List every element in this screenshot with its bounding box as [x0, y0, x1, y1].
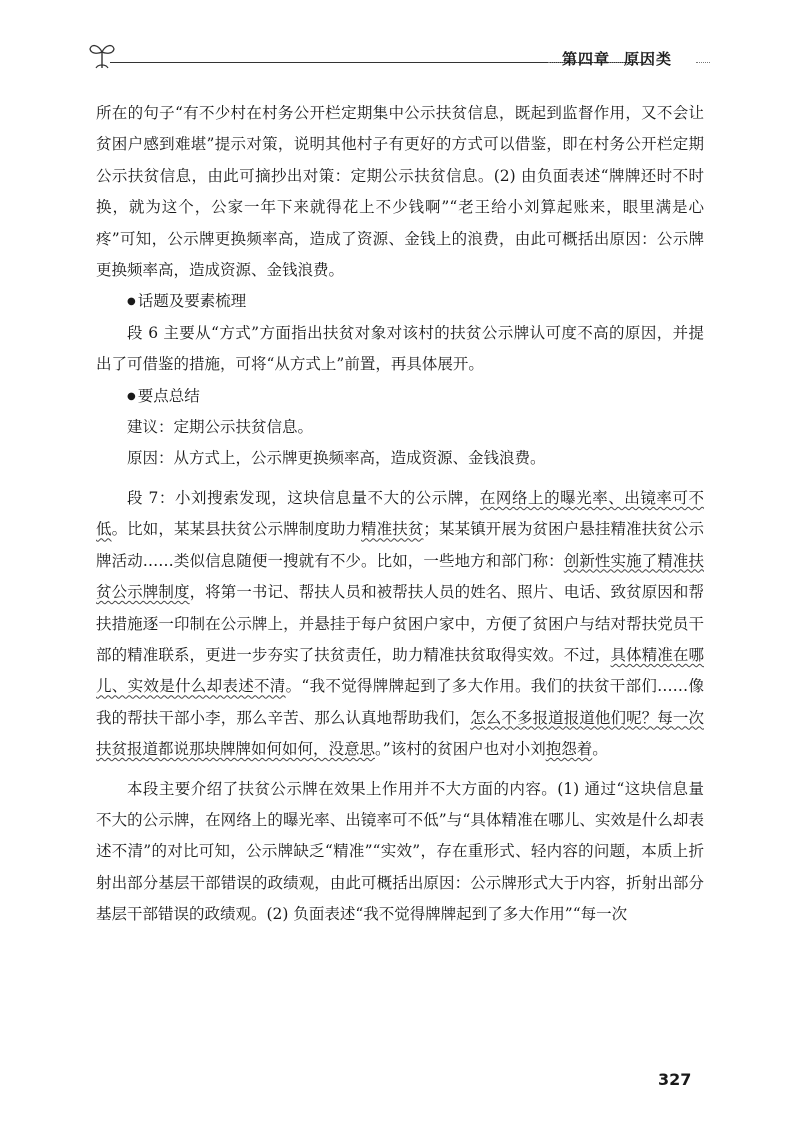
header-dotted-rule-right — [696, 62, 710, 63]
wavy-underline-text: 精准扶贫 — [361, 520, 424, 539]
section-title: 原因类 — [624, 50, 673, 68]
sprout-icon — [88, 40, 116, 70]
analysis-paragraph: 本段主要介绍了扶贫公示牌在效果上作用并不大方面的内容。(1) 通过“这块信息量不大的公示牌，在网络上的曝光率、出镜率可不低”与“具体精准在哪儿、实效是什么却表述不清”的对比可知，公示牌缺乏“精准”“实效”，存在重形式、轻内容的问题，本质上折射出部分基层干部错误的政绩观，由此可概括出原因：公示牌形式大于内容，折射出部分基层干部错误的政绩观。(2) 负面表述“我不觉得牌牌起到了多大作用”“每一次 — [96, 779, 704, 924]
excerpt-text: 。”该村的贫困户也对小刘 — [375, 740, 546, 759]
excerpt-text: 。 — [592, 740, 608, 759]
wavy-underline-text: 怎么不多报道报道他们呢？每一次扶贫报道都说那块牌牌如何如何，没意思 — [96, 708, 704, 759]
excerpt-text: 。比如，某某县扶贫公示牌制度助力 — [111, 520, 362, 539]
source-excerpt — [96, 483, 704, 766]
wavy-underline-text: 创新性实施了精准扶贫公示牌制度 — [96, 551, 704, 602]
wavy-underline-text: 在网络上的曝光率、出镜率可不低 — [96, 488, 704, 539]
summary-suggestion: 建议：定期公示扶贫信息。 — [127, 418, 314, 437]
page-number: 327 — [658, 1070, 692, 1089]
chapter-number: 第四章 — [562, 50, 611, 68]
paragraph: 所在的句子“有不少村在村务公开栏定期集中公示扶贫信息，既起到监督作用，又不会让贫困户感到难堪”提示对策，说明其他村子有更好的方式可以借鉴，即在村务公开栏定期公示扶贫信息，由此可摘抄出对策：定期公示扶贫信息。(2) 由负面表述“牌牌还时不时换，就为这个，公家一年下来就得花上不少钱啊”“老王给小刘算起账来，眼里满是心疼”可知，公示牌更换频率高，造成了资源、金钱上的浪费，由此可概括出原因：公示牌更换频率高，造成资源、金钱浪费。 — [96, 104, 704, 280]
excerpt-text: ；某某镇开展为贫困户悬挂精准扶贫公示牌活动……类似信息随便一搜就有不少。比如，一些地方和部门称： — [96, 520, 704, 570]
summary-reason: 原因：从方式上，公示牌更换频率高，造成资源、金钱浪费。 — [127, 449, 546, 468]
running-header — [88, 40, 710, 74]
page-body — [96, 98, 704, 931]
excerpt-text: ，将第一书记、帮扶人员和被帮扶人员的姓名、照片、电话、致贫原因和帮扶措施逐一印制在公示牌上，并悬挂于每户贫困户家中，方便了贫困户与结对帮扶党员干部的精准联系，更进一步夯实了扶贫责任，助力精准扶贫取得实效。不过， — [96, 583, 704, 664]
chapter-title — [562, 48, 702, 69]
paragraph: 段 6 主要从“方式”方面指出扶贫对象对该村的扶贫公示牌认可度不高的原因，并提出了可借鉴的措施，可将“从方式上”前置，再具体展开。 — [96, 323, 704, 374]
subheading-topic: ● 话题及要素梳理 — [96, 286, 704, 317]
excerpt-text: 段 7：小刘搜索发现，这块信息量不大的公示牌， — [127, 488, 480, 507]
wavy-underline-text: 具体精准在哪儿、实效是什么却表述不清 — [96, 645, 704, 696]
excerpt-text: 。“我不觉得牌牌起到了多大作用。我们的扶贫干部们……像我的帮扶干部小李，那么辛苦、那么认真地帮助我们， — [96, 677, 704, 727]
subheading-summary: ● 要点总结 — [96, 381, 704, 412]
wavy-underline-text: 抱怨着 — [545, 740, 593, 759]
